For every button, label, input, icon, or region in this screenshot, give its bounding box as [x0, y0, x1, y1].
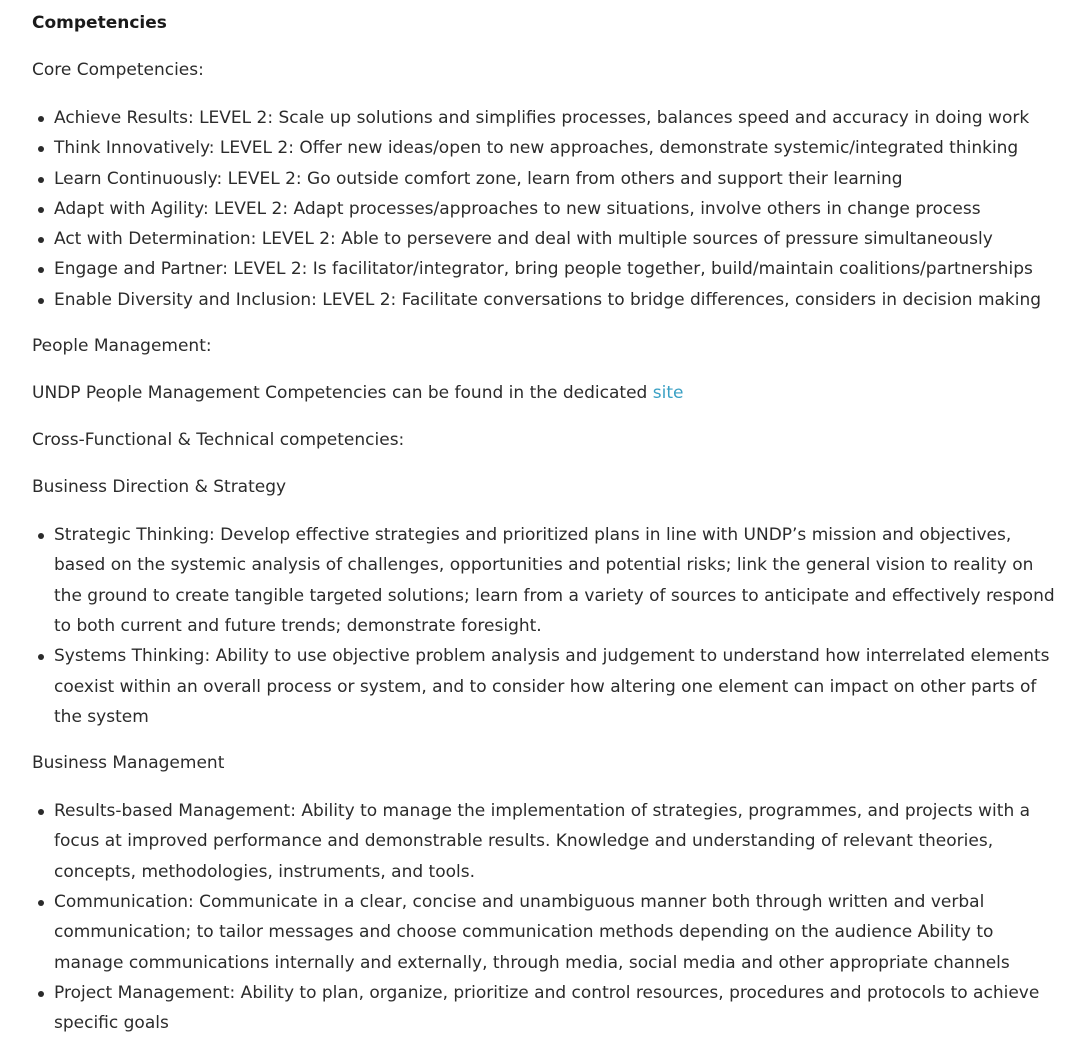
core-competencies-list [32, 103, 1060, 315]
business-direction-label: Business Direction & Strategy [32, 477, 287, 498]
business-direction-list [32, 520, 1060, 732]
business-management-label: Business Management [32, 753, 225, 774]
list-item: Communication: Communicate in a clear, concise and unambiguous manner both through written and verbal communication; to tailor messages and choose communication methods depending on the audience Ability to manage communications internally and externally, through media, social media and other appropriate channels [54, 887, 1060, 978]
site-link[interactable]: site [652, 383, 684, 404]
cross-functional-label: Cross-Functional & Technical competencies: [32, 430, 405, 451]
list-item: Enable Diversity and Inclusion: LEVEL 2: Facilitate conversations to bridge differences, considers in decision making [54, 285, 1060, 315]
core-competencies-label: Core Competencies: [32, 60, 204, 80]
list-item: Results-based Management: Ability to manage the implementation of strategies, programmes, and projects with a focus at improved performance and demonstrable results. Knowledge and understanding of relevant theories, concepts, methodologies, instruments, and tools. [54, 796, 1060, 887]
list-item: Project Management: Ability to plan, organize, prioritize and control resources, procedures and protocols to achieve specific goals [54, 978, 1060, 1039]
business-management-list [32, 796, 1060, 1038]
list-item: Engage and Partner: LEVEL 2: Is facilitator/integrator, bring people together, build/maintain coalitions/partnerships [54, 254, 1060, 284]
list-item: Adapt with Agility: LEVEL 2: Adapt processes/approaches to new situations, involve others in change process [54, 194, 1060, 224]
list-item: Think Innovatively: LEVEL 2: Offer new ideas/open to new approaches, demonstrate systemic/integrated thinking [54, 133, 1060, 163]
people-management-text [32, 379, 1060, 407]
people-management-sentence: UNDP People Management Competencies can be found in the dedicated [32, 383, 653, 404]
list-item: Learn Continuously: LEVEL 2: Go outside comfort zone, learn from others and support their learning [54, 164, 1060, 194]
list-item: Act with Determination: LEVEL 2: Able to persevere and deal with multiple sources of pressure simultaneously [54, 224, 1060, 254]
people-management-label: People Management: [32, 336, 212, 357]
list-item: Strategic Thinking: Develop effective strategies and prioritized plans in line with UNDP’s mission and objectives, based on the systemic analysis of challenges, opportunities and potential risks; link the general vision to reality on the ground to create tangible targeted solutions; learn from a variety of sources to anticipate and effectively respond to both current and future trends; demonstrate foresight. [54, 520, 1060, 641]
list-item: Systems Thinking: Ability to use objective problem analysis and judgement to understand how interrelated elements coexist within an overall process or system, and to consider how altering one element can impact on other parts of the system [54, 641, 1060, 732]
list-item: Achieve Results: LEVEL 2: Scale up solutions and simplifies processes, balances speed and accuracy in doing work [54, 103, 1060, 133]
section-heading: Competencies [32, 13, 167, 33]
